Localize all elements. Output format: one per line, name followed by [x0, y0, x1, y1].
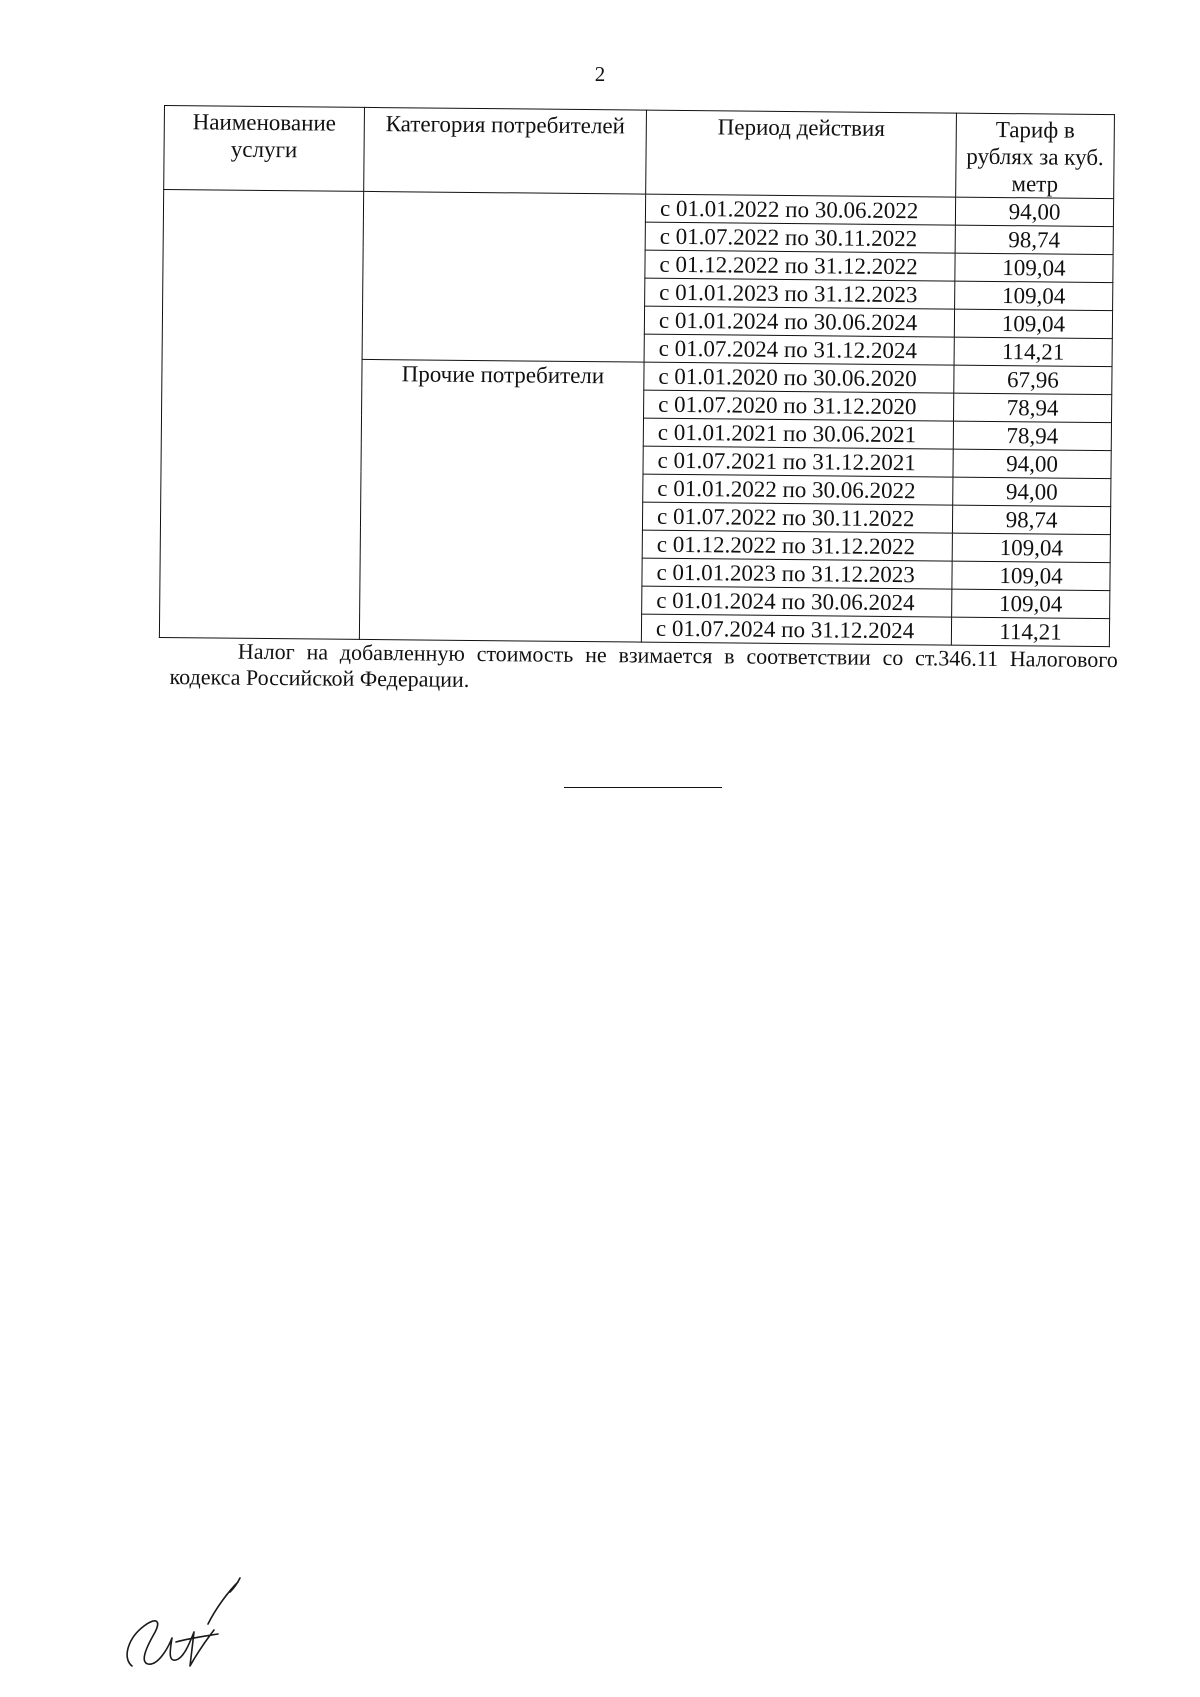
- period-cell: с 01.07.2022 по 30.11.2022: [642, 502, 952, 533]
- footer-note: Налог на добавленную стоимость не взимается в соответствии со ст.346.11 Налогового кодекса Российской Федерации.: [169, 638, 1118, 692]
- period-cell: с 01.01.2023 по 31.12.2023: [642, 558, 952, 589]
- period-cell: с 01.12.2022 по 31.12.2022: [642, 530, 952, 561]
- tariff-cell: 114,21: [954, 337, 1112, 367]
- tariff-cell: 78,94: [953, 421, 1111, 451]
- tariff-table: [159, 105, 1115, 647]
- category-cell-group-2: Прочие потребители: [359, 359, 644, 642]
- period-cell: с 01.01.2024 по 30.06.2024: [642, 586, 952, 617]
- tariff-cell: 94,00: [953, 477, 1111, 507]
- period-cell: с 01.01.2021 по 30.06.2021: [643, 418, 953, 449]
- tariff-cell: 109,04: [952, 589, 1110, 619]
- header-category: Категория потребителей: [364, 107, 647, 194]
- period-cell: с 01.01.2024 по 30.06.2024: [644, 306, 954, 337]
- service-cell: [159, 190, 363, 640]
- period-cell: с 01.07.2024 по 31.12.2024: [641, 614, 951, 645]
- header-period: Период действия: [646, 110, 957, 197]
- signature-drawing: [110, 1568, 260, 1678]
- end-of-document-rule: [564, 787, 722, 788]
- page-number: 2: [594, 62, 606, 86]
- period-cell: с 01.07.2021 по 31.12.2021: [643, 446, 953, 477]
- tariff-cell: 67,96: [954, 365, 1112, 395]
- tariff-cell: 98,74: [952, 505, 1110, 535]
- tariff-cell: 94,00: [953, 449, 1111, 479]
- period-cell: с 01.07.2022 по 30.11.2022: [645, 222, 955, 253]
- period-cell: с 01.01.2022 по 30.06.2022: [645, 194, 955, 225]
- header-tariff: Тариф в рублях за куб. метр: [956, 113, 1115, 199]
- period-cell: с 01.01.2023 по 31.12.2023: [645, 278, 955, 309]
- period-cell: с 01.07.2020 по 31.12.2020: [644, 390, 954, 421]
- category-cell-group-1: [362, 191, 646, 362]
- tariff-cell: 114,21: [951, 617, 1109, 647]
- tariff-cell: 98,74: [955, 225, 1113, 255]
- table-header-row: [164, 106, 1115, 199]
- tariff-cell: 109,04: [954, 309, 1112, 339]
- tariff-cell: 78,94: [954, 393, 1112, 423]
- period-cell: с 01.07.2024 по 31.12.2024: [644, 334, 954, 365]
- tariff-cell: 109,04: [955, 253, 1113, 283]
- signature-icon: [110, 1568, 260, 1678]
- period-cell: с 01.01.2020 по 30.06.2020: [644, 362, 954, 393]
- tariff-cell: 109,04: [952, 561, 1110, 591]
- tariff-cell: 109,04: [952, 533, 1110, 563]
- tariff-cell: 109,04: [955, 281, 1113, 311]
- tariff-cell: 94,00: [955, 197, 1113, 227]
- header-service: Наименование услуги: [164, 106, 365, 192]
- period-cell: с 01.12.2022 по 31.12.2022: [645, 250, 955, 281]
- period-cell: с 01.01.2022 по 30.06.2022: [643, 474, 953, 505]
